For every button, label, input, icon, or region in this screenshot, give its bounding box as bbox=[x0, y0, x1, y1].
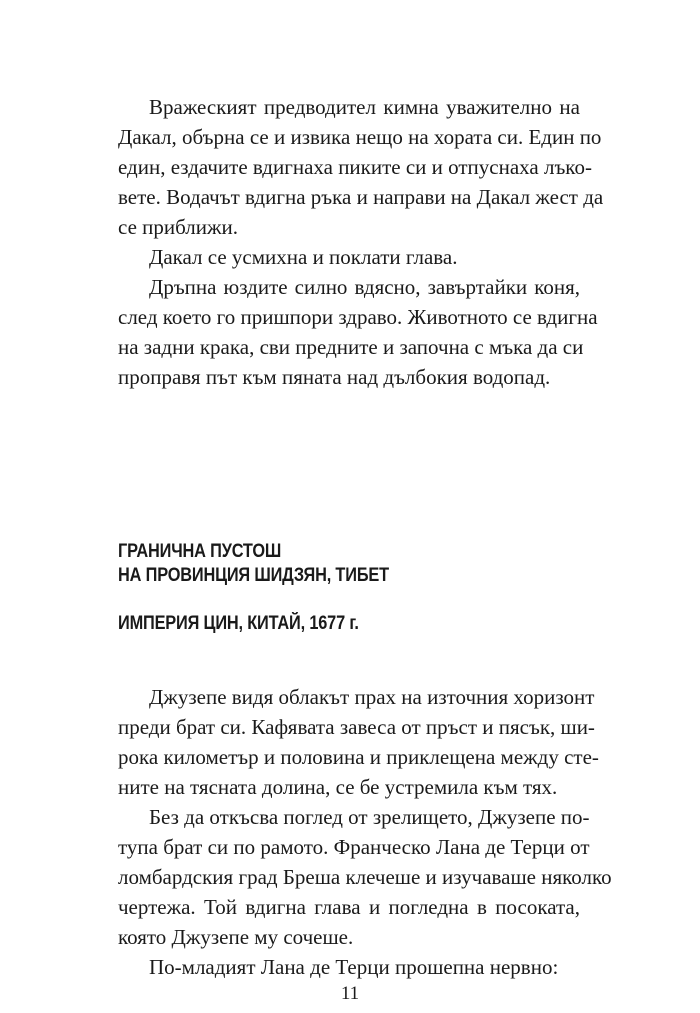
text-line: Дакал се усмихна и поклати глава. bbox=[149, 245, 458, 269]
text-line: проправя път към пяната над дълбокия водопад. bbox=[118, 365, 551, 389]
text-line: рока километър и половина и приклещена между сте- bbox=[118, 745, 599, 769]
text-line: Вражеският предводител кимна уважително на bbox=[149, 95, 580, 119]
text-line: преди брат си. Кафявата завеса от пръст и пясък, ши- bbox=[118, 715, 595, 739]
text-line: тупа брат си по рамото. Франческо Лана де Терци от bbox=[118, 835, 590, 859]
text-line: след което го пришпори здраво. Животното се вдигна bbox=[118, 305, 598, 329]
text-line: чертежа. Той вдигна глава и погледна в посоката, bbox=[118, 895, 580, 919]
page-number: 11 bbox=[340, 983, 360, 1004]
chapter-location-heading: ГРАНИЧНА ПУСТОШ bbox=[118, 541, 282, 562]
text-line: ните на тясната долина, се бе устремила към тях. bbox=[118, 775, 558, 799]
text-line: Джузепе видя облакът прах на източния хоризонт bbox=[149, 685, 595, 709]
text-line: По-младият Лана де Терци прошепна нервно: bbox=[149, 955, 559, 979]
text-line: Без да откъсва поглед от зрелището, Джузепе по- bbox=[149, 805, 590, 829]
text-line: се приближи. bbox=[118, 215, 239, 239]
text-line: на задни крака, сви предните и започна с мъка да си bbox=[118, 335, 584, 359]
text-line: един, ездачите вдигнаха пиките си и отпуснаха лъко- bbox=[118, 155, 592, 179]
text-line: вете. Водачът вдигна ръка и направи на Дакал жест да bbox=[118, 185, 604, 209]
text-line: ломбардския град Бреша клечеше и изучаваше няколко bbox=[118, 865, 612, 889]
text-line: Дръпна юздите силно вдясно, завъртайки коня, bbox=[149, 275, 580, 299]
text-line: която Джузепе му сочеше. bbox=[118, 925, 354, 949]
chapter-date-heading: ИМПЕРИЯ ЦИН, КИТАЙ, 1677 г. bbox=[118, 613, 359, 634]
text-line: Дакал, обърна се и извика нещо на хората си. Един по bbox=[118, 125, 602, 149]
chapter-location-heading: НА ПРОВИНЦИЯ ШИДЗЯН, ТИБЕТ bbox=[118, 565, 389, 586]
